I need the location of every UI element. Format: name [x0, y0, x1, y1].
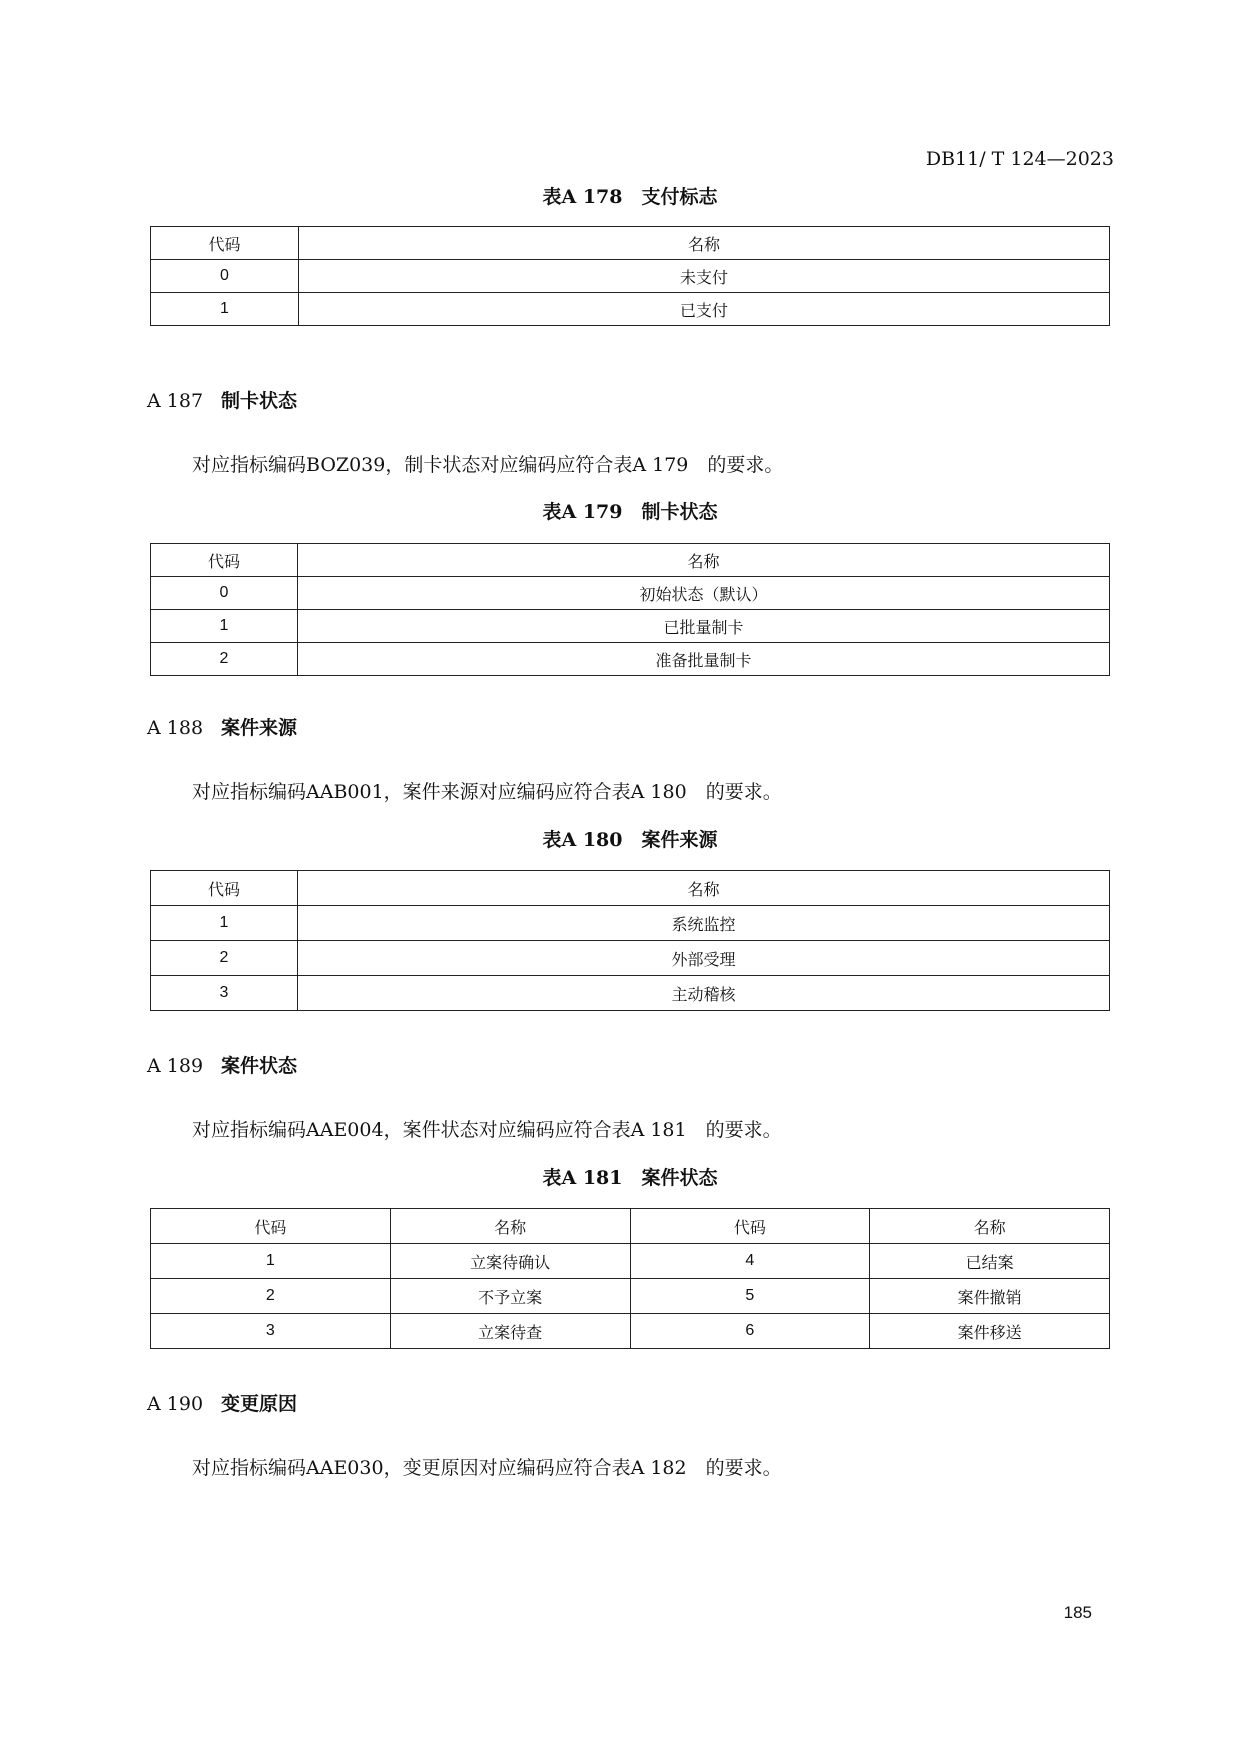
section-text-a187: 对应指标编码BOZ039，制卡状态对应编码应符合表A 179 的要求。	[192, 454, 784, 476]
table-row	[151, 941, 1110, 976]
cell-name: 系统监控	[298, 906, 1110, 941]
cell-name: 案件移送	[870, 1314, 1110, 1349]
cell-name: 已支付	[299, 293, 1110, 326]
table-caption: 表A 180 案件来源	[542, 829, 718, 851]
table-row	[151, 1244, 1110, 1279]
section-heading-a188	[147, 713, 1107, 740]
column-header-name: 名称	[298, 544, 1110, 577]
document-standard-code: DB11/ T 124—2023	[925, 148, 1114, 170]
table-row	[151, 260, 1110, 293]
cell-name: 主动稽核	[298, 976, 1110, 1011]
cell-code: 5	[630, 1279, 870, 1314]
cell-name: 立案待查	[390, 1314, 630, 1349]
page-number: 185	[1063, 1603, 1092, 1622]
table-a180	[150, 870, 1110, 1011]
table-header-row	[151, 1209, 1110, 1244]
table-caption: 表A 178 支付标志	[542, 186, 718, 208]
table-a178-block	[150, 182, 1110, 326]
cell-code: 2	[151, 643, 298, 676]
cell-code: 3	[151, 1314, 391, 1349]
column-header-name: 名称	[299, 227, 1110, 260]
cell-code: 2	[151, 1279, 391, 1314]
section-title: 制卡状态	[221, 390, 298, 412]
section-heading-a189	[147, 1051, 1107, 1078]
table-a179-block	[150, 497, 1110, 676]
table-caption: 表A 179 制卡状态	[542, 501, 718, 523]
section-title: 变更原因	[221, 1393, 298, 1415]
table-row	[151, 1279, 1110, 1314]
cell-code: 3	[151, 976, 298, 1011]
section-number: A 188	[147, 717, 204, 739]
cell-code: 4	[630, 1244, 870, 1279]
column-header-code: 代码	[151, 227, 299, 260]
cell-name: 外部受理	[298, 941, 1110, 976]
table-a181-block	[150, 1163, 1110, 1349]
cell-code: 1	[151, 293, 299, 326]
cell-name: 不予立案	[390, 1279, 630, 1314]
cell-name: 未支付	[299, 260, 1110, 293]
cell-name: 初始状态（默认）	[298, 577, 1110, 610]
table-row	[151, 293, 1110, 326]
section-text-a188: 对应指标编码AAB001，案件来源对应编码应符合表A 180 的要求。	[192, 781, 782, 803]
table-a178	[150, 226, 1110, 326]
table-row	[151, 577, 1110, 610]
section-title: 案件状态	[221, 1055, 298, 1077]
column-header-name: 名称	[390, 1209, 630, 1244]
column-header-code: 代码	[151, 871, 298, 906]
section-number: A 190	[147, 1393, 204, 1415]
cell-code: 1	[151, 906, 298, 941]
table-row	[151, 610, 1110, 643]
section-text-a190: 对应指标编码AAE030，变更原因对应编码应符合表A 182 的要求。	[192, 1457, 782, 1479]
section-number: A 189	[147, 1055, 204, 1077]
table-row	[151, 1314, 1110, 1349]
table-row	[151, 643, 1110, 676]
table-caption: 表A 181 案件状态	[542, 1167, 718, 1189]
column-header-code: 代码	[151, 544, 298, 577]
cell-code: 1	[151, 1244, 391, 1279]
column-header-name: 名称	[870, 1209, 1110, 1244]
section-heading-a190	[147, 1389, 1107, 1416]
table-header-row	[151, 871, 1110, 906]
cell-code: 2	[151, 941, 298, 976]
table-header-row	[151, 227, 1110, 260]
column-header-code: 代码	[151, 1209, 391, 1244]
column-header-name: 名称	[298, 871, 1110, 906]
cell-code: 1	[151, 610, 298, 643]
table-a181	[150, 1208, 1110, 1349]
table-a179	[150, 543, 1110, 676]
cell-name: 已批量制卡	[298, 610, 1110, 643]
cell-code: 0	[151, 260, 299, 293]
table-a180-block	[150, 825, 1110, 1011]
cell-name: 准备批量制卡	[298, 643, 1110, 676]
column-header-code: 代码	[630, 1209, 870, 1244]
cell-code: 0	[151, 577, 298, 610]
cell-code: 6	[630, 1314, 870, 1349]
section-title: 案件来源	[221, 717, 298, 739]
section-heading-a187	[147, 386, 1107, 413]
table-row	[151, 976, 1110, 1011]
cell-name: 已结案	[870, 1244, 1110, 1279]
table-header-row	[151, 544, 1110, 577]
table-row	[151, 906, 1110, 941]
cell-name: 立案待确认	[390, 1244, 630, 1279]
section-text-a189: 对应指标编码AAE004，案件状态对应编码应符合表A 181 的要求。	[192, 1119, 782, 1141]
cell-name: 案件撤销	[870, 1279, 1110, 1314]
section-number: A 187	[147, 390, 204, 412]
